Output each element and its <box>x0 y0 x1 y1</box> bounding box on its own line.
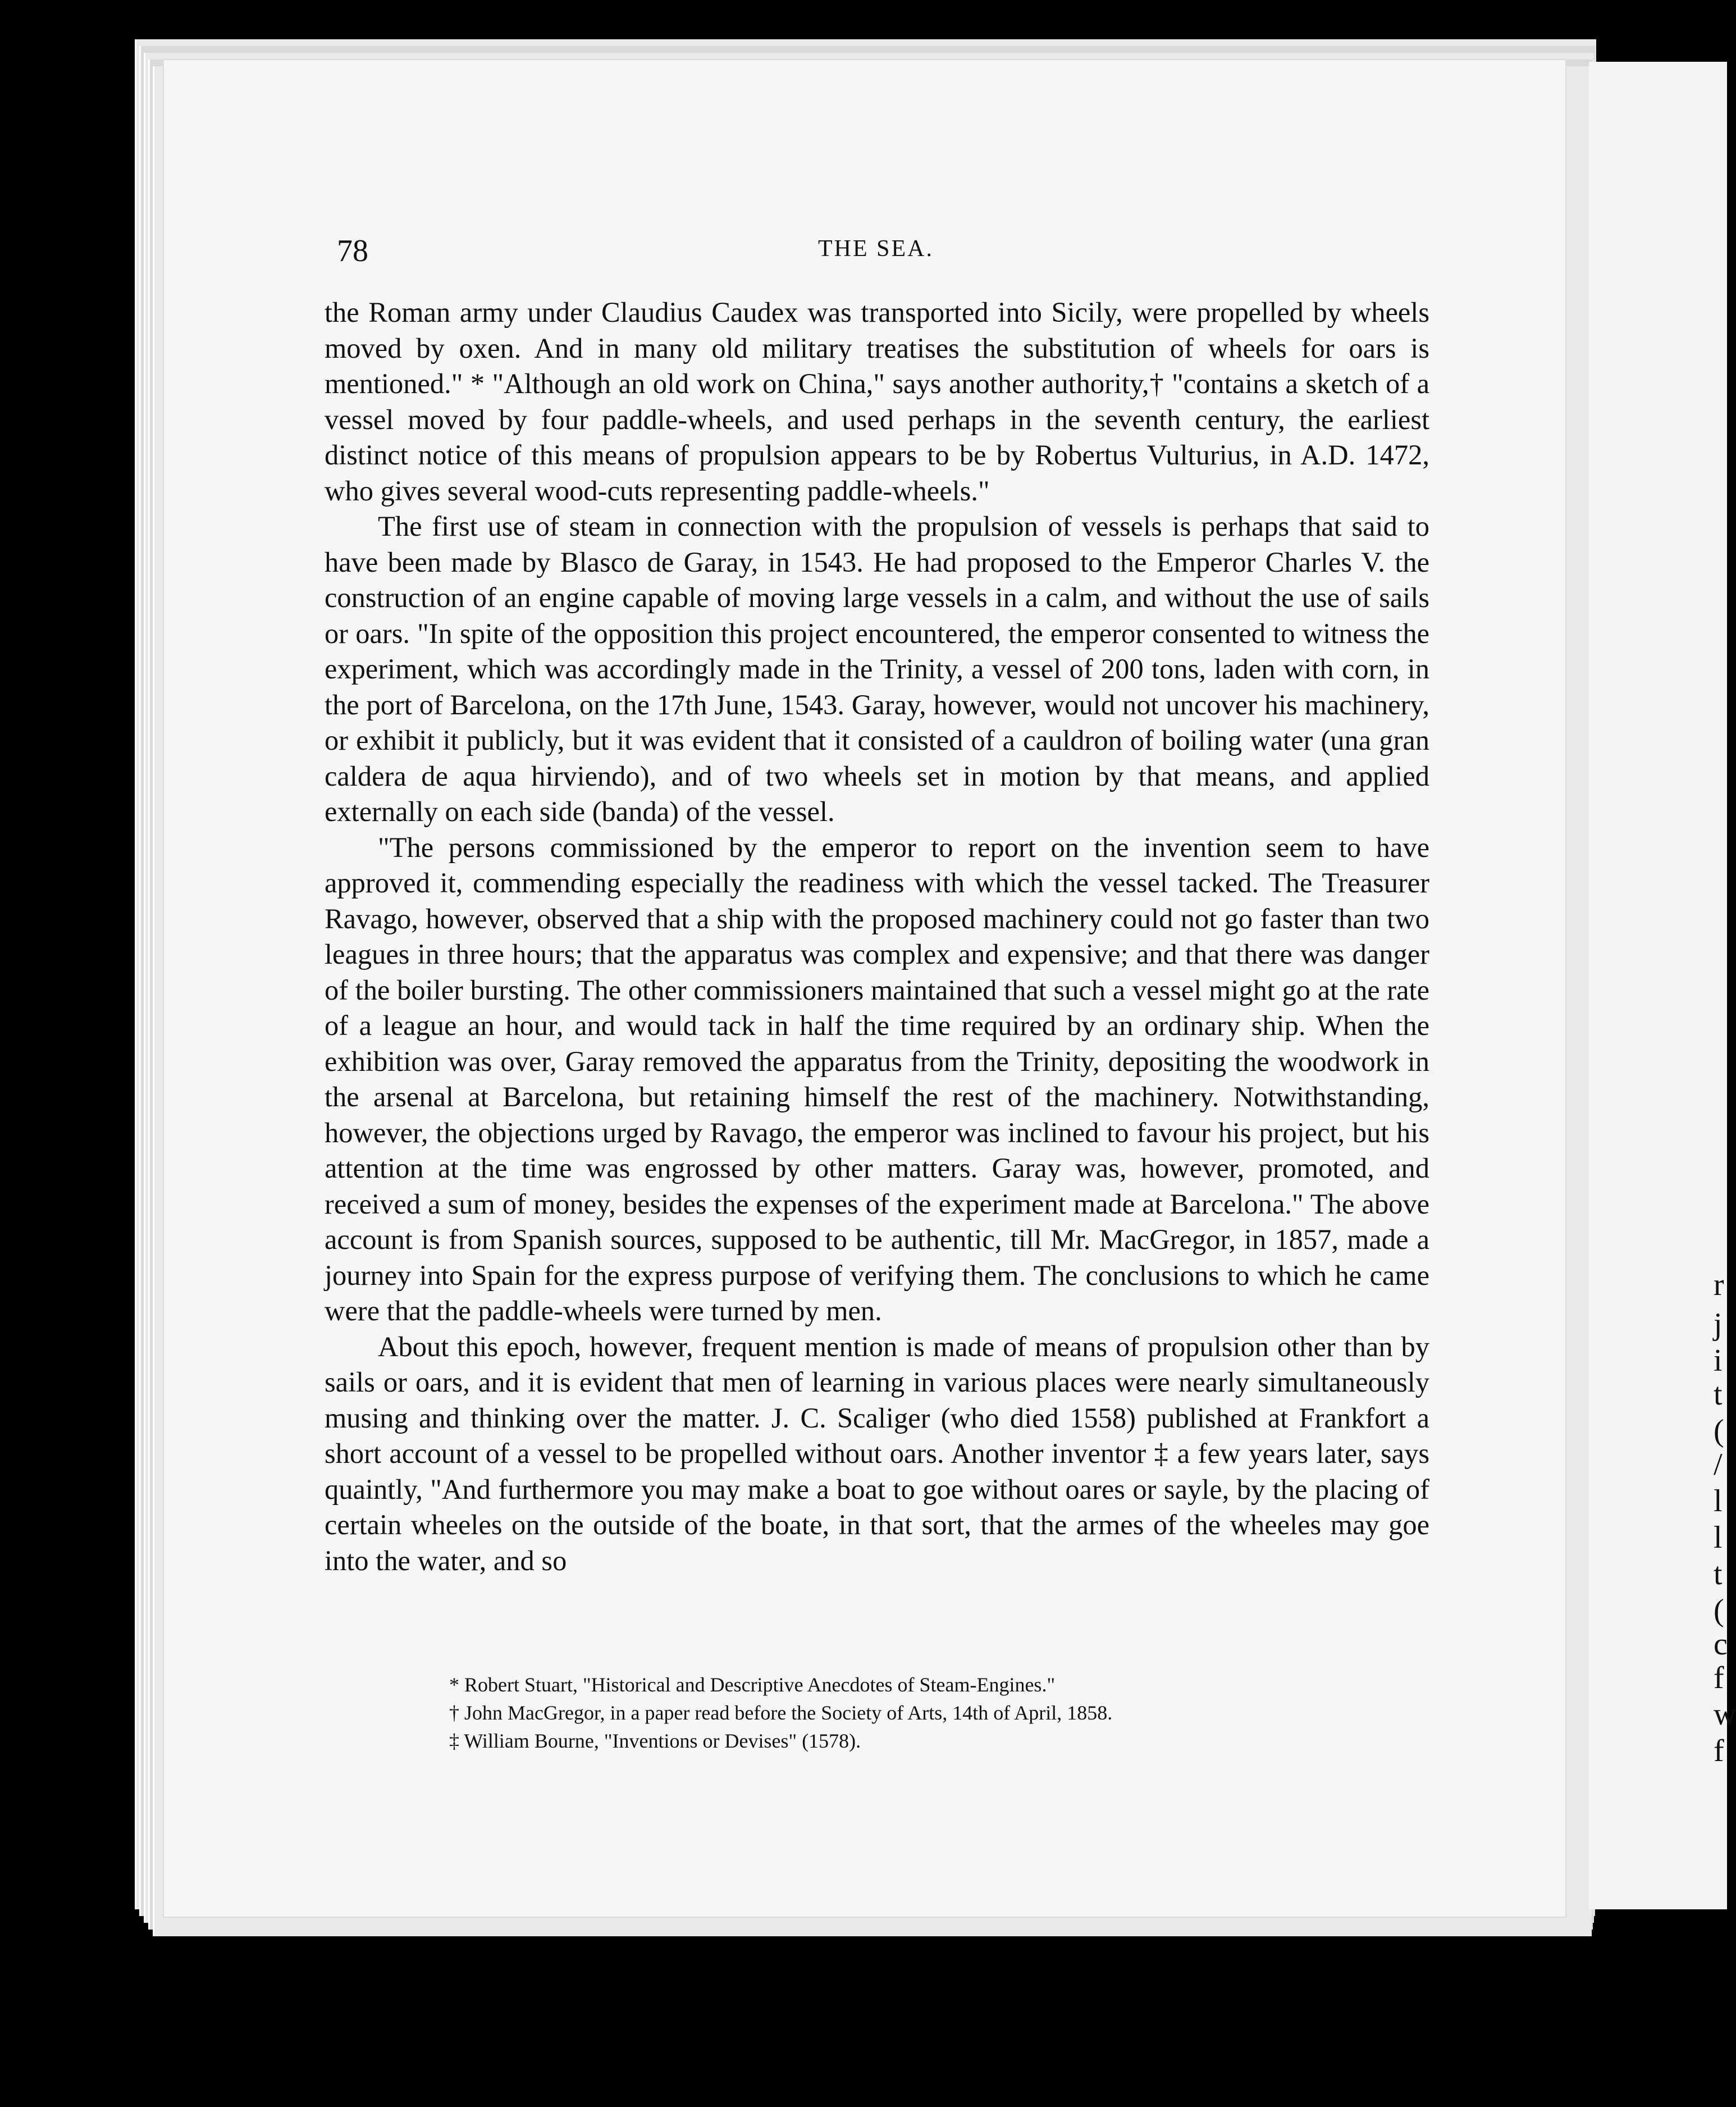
running-title: THE SEA. <box>818 236 934 262</box>
facing-page <box>1589 62 1736 1909</box>
paragraph: About this epoch, however, frequent mention is made of means of propulsion other than by sails or oars, and it is evident that men of learning in various places were nearly simultaneously musing and thinking over the matter. J. C. Scaliger (who died 1558) published at Frankfort a short account of a vessel to be propelled without oars. Another inventor ‡ a few years later, says quaintly, "And furthermore you may make a boat to goe without oares or sayle, by the placing of certain wheeles on the outside of the boate, in that sort, that the armes of the wheeles may goe into the water, and so <box>325 1330 1429 1576</box>
facing-page-fragment: f <box>1714 1734 1724 1768</box>
facing-page-fragment: / <box>1714 1447 1723 1482</box>
paragraph: "The persons commissioned by the emperor to report on the invention seem to have approved it, commending especially the readiness with which the vessel tacked. The Treasurer Ravago, however, observed that a ship with the proposed machinery could not go faster than two leagues in three hours; that the apparatus was complex and expensive; and that there was danger of the boiler bursting. The other commissioners maintained that such a vessel might go at the rate of a league an hour, and would tack in half the time required by an ordinary ship. When the exhibition was over, Garay removed the apparatus from the Trinity, depositing the woodwork in the arsenal at Barcelona, but retaining himself the rest of the machinery. Notwithstanding, however, the objections urged by Ravago, the emperor was inclined to favour his project, but his attention at the time was engrossed by other matters. Garay was, however, promoted, and received a sum of money, besides the expenses of the experiment made at Barcelona." The above account is from Spanish sources, supposed to be authentic, till Mr. MacGregor, in 1857, made a journey into Spain for the express purpose of verifying them. The conclusions to which he came were that the paddle-wheels were turned by men. <box>325 831 1429 1326</box>
paragraph: the Roman army under Claudius Caudex was transported into Sicily, were propelled by wheels moved by oxen. And in many old military treatises the substitution of wheels for oars is mentioned." * "Although an old work on China," says another authority,† "contains a sketch of a vessel moved by four paddle-wheels, and used perhaps in the seventh century, the earliest distinct notice of this means of propulsion appears to be by Robertus Vulturius, in A.D. 1472, who gives several wood-cuts representing paddle-wheels." <box>325 297 1429 507</box>
facing-page-fragment: l <box>1714 1520 1723 1555</box>
facing-page-fragment: l <box>1714 1484 1723 1518</box>
facing-page-fragment: f <box>1714 1661 1724 1695</box>
footnote: ‡ William Bourne, "Inventions or Devises" (1578). <box>449 1730 861 1752</box>
facing-page-fragment: ( <box>1714 1413 1724 1448</box>
footnote: * Robert Stuart, "Historical and Descriptive Anecdotes of Steam-Engines." <box>449 1673 1056 1696</box>
facing-page-fragment: c <box>1714 1627 1728 1662</box>
facing-page-fragment: t <box>1714 1557 1723 1591</box>
facing-page-fragment: w <box>1714 1697 1736 1732</box>
page-number: 78 <box>337 234 368 268</box>
paragraph: The first use of steam in connection with the propulsion of vessels is perhaps that said to have been made by Blasco de Garay, in 1543. He had proposed to the Emperor Charles V. the construction of an engine capable of moving large vessels in a calm, and without the use of sails or oars. "In spite of the opposition this project encountered, the emperor consented to witness the experiment, which was accordingly made in the Trinity, a vessel of 200 tons, laden with corn, in the port of Barcelona, on the 17th June, 1543. Garay, however, would not uncover his machinery, or exhibit it publicly, but it was evident that it consisted of a cauldron of boiling water (una gran caldera de aqua hirviendo), and of two wheels set in motion by that means, and applied externally on each side (banda) of the vessel. <box>325 510 1429 827</box>
footnotes <box>449 1671 1404 1755</box>
facing-page-fragment: ( <box>1714 1593 1724 1628</box>
running-header <box>326 233 1426 278</box>
facing-page-fragment: i <box>1714 1343 1723 1378</box>
footnote: † John MacGregor, in a paper read before the Society of Arts, 14th of April, 1858. <box>449 1702 1113 1724</box>
facing-page-fragment: r <box>1714 1267 1724 1302</box>
facing-page-fragment: j <box>1714 1307 1723 1342</box>
facing-page-fragment: t <box>1714 1377 1723 1412</box>
body-text <box>325 295 1429 1579</box>
